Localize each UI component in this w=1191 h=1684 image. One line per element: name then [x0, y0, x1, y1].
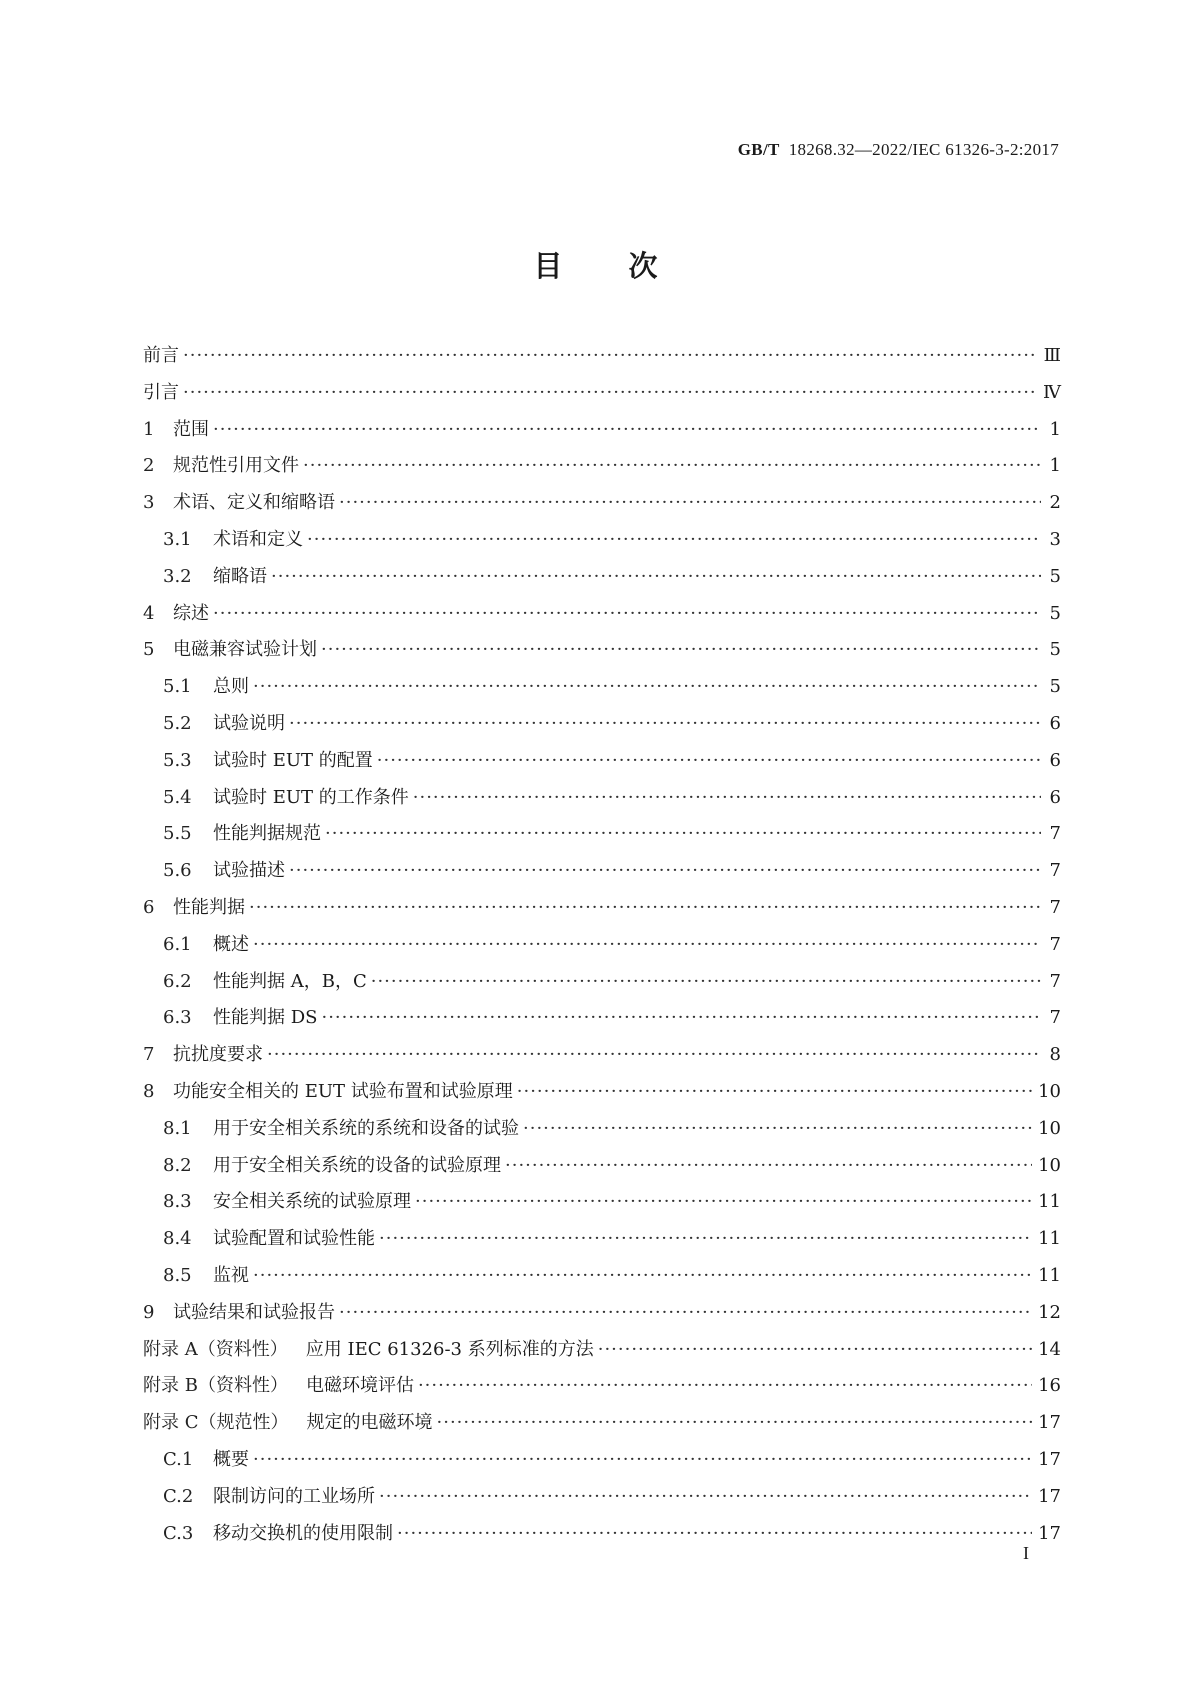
- toc-entry-label: 限制访问的工业场所: [213, 1485, 375, 1507]
- title-char-2: 次: [628, 249, 658, 283]
- toc-entry[interactable]: [143, 485, 1061, 522]
- toc-entry[interactable]: [143, 412, 1061, 449]
- dot-leader: [289, 853, 1041, 890]
- toc-entry-page: 11: [1038, 1264, 1061, 1286]
- toc-entry-page: 5: [1049, 676, 1061, 698]
- toc-entry-label: 概要: [213, 1448, 249, 1470]
- toc-entry-number: C.3: [163, 1522, 194, 1544]
- toc-entry-label: 功能安全相关的 EUT 试验布置和试验原理: [173, 1080, 513, 1102]
- dot-leader: [289, 706, 1041, 743]
- toc-entry-page: 10: [1038, 1154, 1061, 1176]
- toc-entry[interactable]: [143, 1148, 1061, 1185]
- toc-entry-number: 附录 C（规范性）: [143, 1412, 289, 1434]
- toc-entry-page: 6: [1049, 786, 1061, 808]
- toc-entry-page: Ⅲ: [1043, 345, 1061, 366]
- toc-entry-number: 6.1: [163, 933, 192, 955]
- toc-entry[interactable]: [143, 338, 1061, 375]
- page-number: I: [1023, 1543, 1029, 1563]
- toc-entry-page: 7: [1049, 933, 1061, 955]
- toc-entry[interactable]: [143, 1221, 1061, 1258]
- dot-leader: [413, 780, 1041, 817]
- toc-entry[interactable]: [143, 927, 1061, 964]
- toc-entry-page: 11: [1038, 1191, 1061, 1213]
- toc-entry-number: 3: [143, 492, 155, 514]
- toc-entry-number: C.1: [163, 1448, 194, 1470]
- dot-leader: [183, 338, 1038, 375]
- toc-entry-label: 总则: [213, 676, 249, 698]
- page-title: [0, 244, 1191, 285]
- toc-entry-number: 4: [143, 602, 155, 624]
- toc-entry-label: 性能判据 DS: [213, 1007, 318, 1029]
- toc-entry-page: 1: [1049, 418, 1061, 440]
- dot-leader: [253, 669, 1041, 706]
- dot-leader: [303, 448, 1041, 485]
- toc-entry-page: 3: [1049, 528, 1061, 550]
- toc-entry[interactable]: [143, 375, 1061, 412]
- dot-leader: [379, 1479, 1032, 1516]
- toc-entry-number: 8: [143, 1080, 155, 1102]
- toc-entry-label: 缩略语: [213, 565, 267, 587]
- toc-entry-page: Ⅳ: [1043, 381, 1061, 403]
- dot-leader: [253, 927, 1041, 964]
- toc-entry-number: 8.1: [163, 1117, 192, 1139]
- toc-entry-number: 3.1: [163, 528, 192, 550]
- toc-entry-number: 5.1: [163, 676, 192, 698]
- std-number: 18268.32—2022/IEC: [788, 140, 941, 159]
- toc-entry[interactable]: [143, 964, 1061, 1001]
- title-char-1: 目: [533, 249, 563, 283]
- toc-entry-page: 10: [1038, 1080, 1061, 1102]
- dot-leader: [377, 743, 1041, 780]
- dot-leader: [339, 485, 1041, 522]
- standard-code-header: [738, 140, 1059, 160]
- toc-entry[interactable]: [143, 1405, 1061, 1442]
- toc-entry-number: C.2: [163, 1485, 194, 1507]
- toc-entry-label: 性能判据规范: [213, 823, 321, 845]
- toc-entry-label: 试验时 EUT 的配置: [213, 749, 373, 771]
- toc-entry[interactable]: [143, 853, 1061, 890]
- toc-entry-label: 规范性引用文件: [173, 455, 299, 477]
- toc-entry[interactable]: [143, 632, 1061, 669]
- toc-entry-page: 14: [1038, 1338, 1061, 1360]
- toc-entry[interactable]: [143, 522, 1061, 559]
- dot-leader: [213, 596, 1041, 633]
- toc-entry-label: 用于安全相关系统的设备的试验原理: [213, 1154, 501, 1176]
- toc-entry-number: 3.2: [163, 565, 192, 587]
- toc-entry-page: 7: [1049, 823, 1061, 845]
- toc-entry-label: 概述: [213, 933, 249, 955]
- toc-entry-number: 5.6: [163, 860, 192, 882]
- toc-entry-number: 附录 A（资料性）: [143, 1338, 288, 1360]
- toc-entry-number: 5: [143, 639, 155, 661]
- dot-leader: [253, 1258, 1032, 1295]
- toc-entry-number: 5.2: [163, 712, 192, 734]
- toc-entry[interactable]: [143, 706, 1061, 743]
- toc-entry-label: 术语和定义: [213, 528, 303, 550]
- toc-entry-number: 6: [143, 896, 155, 918]
- toc-entry-label: 电磁兼容试验计划: [173, 639, 317, 661]
- dot-leader: [437, 1405, 1033, 1442]
- toc-entry-label: 电磁环境评估: [305, 1375, 414, 1397]
- toc-entry-number: 5.5: [163, 823, 192, 845]
- toc-entry-label: 应用 IEC 61326-3 系列标准的方法: [305, 1338, 594, 1360]
- toc-entry-page: 17: [1038, 1522, 1061, 1544]
- toc-entry-number: 附录 B（资料性）: [143, 1375, 288, 1397]
- toc-entry-page: 5: [1049, 602, 1061, 624]
- toc-entry-label: 试验时 EUT 的工作条件: [213, 786, 409, 808]
- toc-entry-label: 试验描述: [213, 860, 285, 882]
- toc-entry-number: 6.2: [163, 970, 192, 992]
- toc-entry-label: 术语、定义和缩略语: [173, 492, 335, 514]
- dot-leader: [253, 1442, 1032, 1479]
- toc-entry[interactable]: [143, 1258, 1061, 1295]
- toc-entry-number: 7: [143, 1044, 155, 1066]
- toc-entry-label: 范围: [173, 418, 209, 440]
- dot-leader: [249, 890, 1041, 927]
- toc-entry[interactable]: [143, 1111, 1061, 1148]
- toc-entry-label: 抗扰度要求: [173, 1044, 263, 1066]
- dot-leader: [321, 632, 1041, 669]
- toc-entry[interactable]: [143, 596, 1061, 633]
- dot-leader: [325, 816, 1041, 853]
- toc-entry-page: 16: [1038, 1375, 1061, 1397]
- toc-entry-page: 7: [1049, 896, 1061, 918]
- toc-entry-page: 5: [1049, 565, 1061, 587]
- toc-entry-page: 5: [1049, 639, 1061, 661]
- dot-leader: [183, 375, 1037, 412]
- toc-entry[interactable]: [143, 669, 1061, 706]
- toc-entry[interactable]: [143, 1516, 1061, 1553]
- toc-entry[interactable]: [143, 816, 1061, 853]
- toc-entry-page: 17: [1038, 1485, 1061, 1507]
- dot-leader: [415, 1184, 1032, 1221]
- toc-entry[interactable]: [143, 890, 1061, 927]
- toc-entry-number: 8.5: [163, 1264, 192, 1286]
- table-of-contents: [143, 338, 1061, 1552]
- toc-entry-page: 12: [1038, 1301, 1061, 1323]
- toc-entry-label: 试验结果和试验报告: [173, 1301, 335, 1323]
- toc-entry-label: 性能判据 A，B，C: [213, 970, 367, 992]
- dot-leader: [271, 559, 1041, 596]
- toc-entry-page: 7: [1049, 1007, 1061, 1029]
- dot-leader: [505, 1148, 1032, 1185]
- dot-leader: [379, 1221, 1032, 1258]
- toc-entry-label: 引言: [143, 381, 179, 403]
- dot-leader: [397, 1516, 1032, 1553]
- toc-entry-page: 10: [1038, 1117, 1061, 1139]
- toc-entry[interactable]: [143, 1184, 1061, 1221]
- dot-leader: [307, 522, 1041, 559]
- dot-leader: [523, 1111, 1032, 1148]
- toc-entry-label: 性能判据: [173, 896, 245, 918]
- dot-leader: [339, 1295, 1032, 1332]
- dot-leader: [213, 412, 1041, 449]
- toc-entry-number: 8.3: [163, 1191, 192, 1213]
- toc-entry-page: 6: [1049, 712, 1061, 734]
- dot-leader: [321, 1000, 1041, 1037]
- iec-reference: 61326-3-2:2017: [945, 140, 1059, 159]
- toc-entry-page: 1: [1049, 455, 1061, 477]
- toc-entry[interactable]: [143, 780, 1061, 817]
- std-code: GB/T: [737, 140, 780, 159]
- toc-entry[interactable]: [143, 1479, 1061, 1516]
- dot-leader: [598, 1332, 1032, 1369]
- toc-entry-number: 2: [143, 455, 155, 477]
- toc-entry-page: 7: [1049, 970, 1061, 992]
- toc-entry-page: 2: [1049, 492, 1061, 514]
- toc-entry-page: 17: [1038, 1448, 1061, 1470]
- dot-leader: [517, 1074, 1032, 1111]
- toc-entry-label: 试验说明: [213, 712, 285, 734]
- dot-leader: [371, 964, 1041, 1001]
- toc-entry-number: 8.2: [163, 1154, 192, 1176]
- toc-entry-number: 1: [143, 418, 155, 440]
- toc-entry-label: 前言: [143, 345, 179, 366]
- toc-entry[interactable]: [143, 559, 1061, 596]
- toc-entry-label: 规定的电磁环境: [306, 1412, 433, 1434]
- toc-entry-page: 11: [1038, 1228, 1061, 1250]
- toc-entry[interactable]: [143, 1074, 1061, 1111]
- toc-entry-number: 6.3: [163, 1007, 192, 1029]
- dot-leader: [418, 1368, 1032, 1405]
- toc-entry[interactable]: [143, 1332, 1061, 1369]
- toc-entry[interactable]: [143, 1000, 1061, 1037]
- toc-entry-label: 移动交换机的使用限制: [213, 1522, 393, 1544]
- toc-entry-page: 6: [1049, 749, 1061, 771]
- toc-entry-page: 17: [1038, 1412, 1061, 1434]
- toc-entry-page: 7: [1049, 860, 1061, 882]
- toc-entry-page: 8: [1049, 1044, 1061, 1066]
- toc-entry[interactable]: [143, 1368, 1061, 1405]
- toc-entry-number: 9: [143, 1301, 155, 1323]
- toc-entry-number: 8.4: [163, 1228, 192, 1250]
- toc-entry-number: 5.4: [163, 786, 192, 808]
- toc-entry-label: 综述: [173, 602, 209, 624]
- toc-entry[interactable]: [143, 743, 1061, 780]
- toc-entry[interactable]: [143, 1442, 1061, 1479]
- toc-entry-label: 安全相关系统的试验原理: [213, 1191, 411, 1213]
- toc-entry-label: 试验配置和试验性能: [213, 1228, 375, 1250]
- toc-entry[interactable]: [143, 1295, 1061, 1332]
- toc-entry-label: 监视: [213, 1264, 249, 1286]
- toc-entry[interactable]: [143, 1037, 1061, 1074]
- toc-entry-label: 用于安全相关系统的系统和设备的试验: [213, 1117, 519, 1139]
- dot-leader: [267, 1037, 1041, 1074]
- toc-entry-number: 5.3: [163, 749, 192, 771]
- toc-entry[interactable]: [143, 448, 1061, 485]
